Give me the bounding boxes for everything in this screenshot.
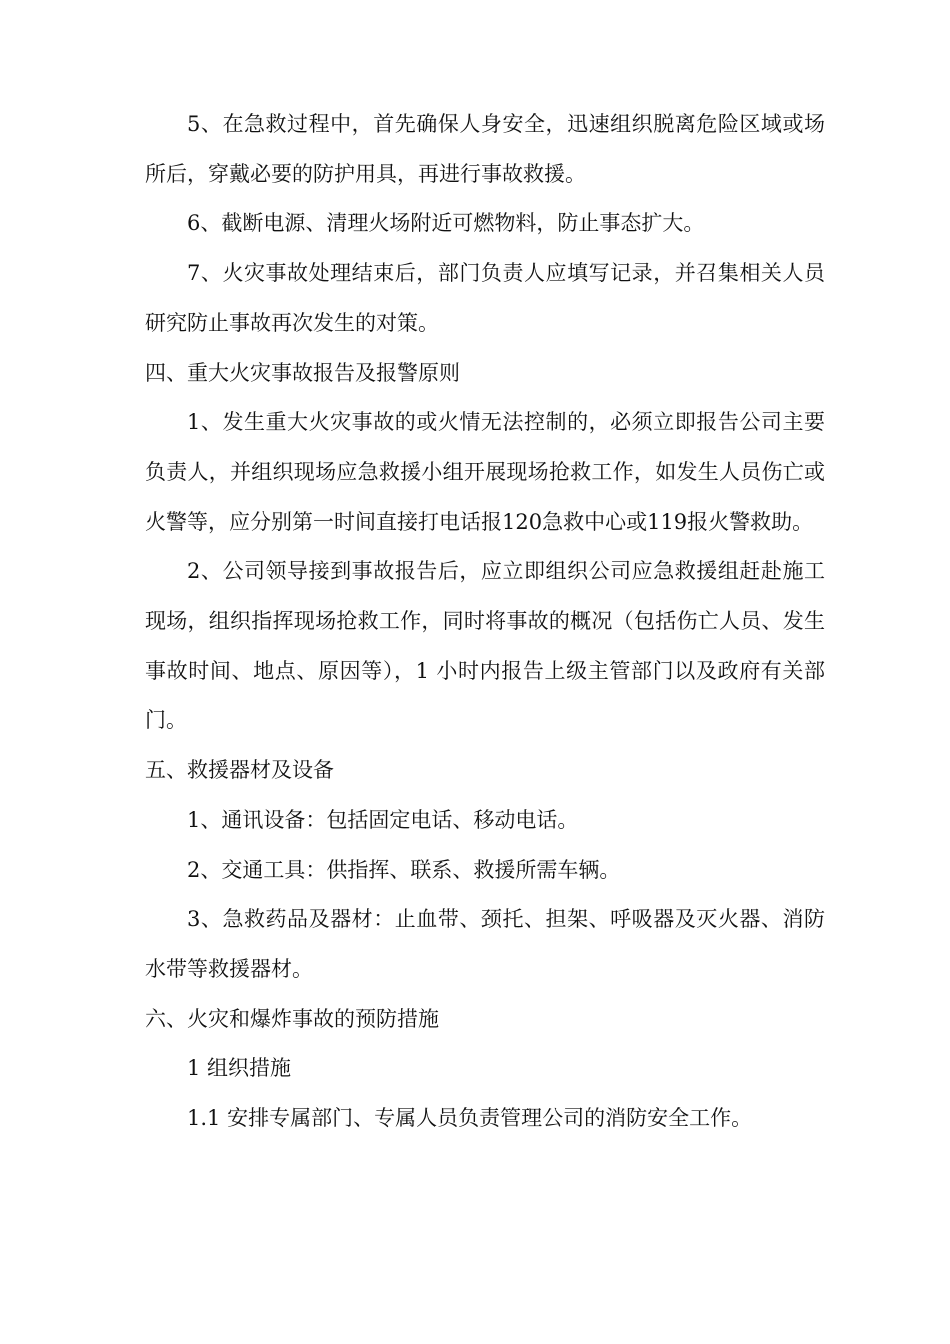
paragraph-dedicated-staff: 1.1 安排专属部门、专属人员负责管理公司的消防安全工作。 bbox=[187, 1106, 753, 1131]
section-heading-prevention: 六、火灾和爆炸事故的预防措施 bbox=[145, 1006, 439, 1031]
section-heading-equipment: 五、救援器材及设备 bbox=[145, 758, 334, 783]
paragraph-rescue-safety: 5、在急救过程中，首先确保人身安全，迅速组织脱离危险区域或场所后，穿戴必要的防护用具，再进行事故救援。 bbox=[145, 112, 825, 186]
document-body bbox=[145, 100, 825, 1144]
paragraph-transport: 2、交通工具：供指挥、联系、救援所需车辆。 bbox=[187, 857, 621, 882]
paragraph-leader-response: 2、公司领导接到事故报告后，应立即组织公司应急救援组赶赴施工现场，组织指挥现场抢救工作，同时将事故的概况（包括伤亡人员、发生事故时间、地点、原因等），1 小时内报告上级主管部门以及政府有关部门。 bbox=[145, 559, 825, 733]
paragraph-after-fire: 7、火灾事故处理结束后，部门负责人应填写记录，并召集相关人员研究防止事故再次发生的对策。 bbox=[145, 261, 825, 335]
paragraph-communication: 1、通讯设备：包括固定电话、移动电话。 bbox=[187, 807, 579, 832]
section-heading-report: 四、重大火灾事故报告及报警原则 bbox=[145, 360, 460, 385]
paragraph-first-aid: 3、急救药品及器材：止血带、颈托、担架、呼吸器及灭火器、消防水带等救援器材。 bbox=[145, 907, 825, 981]
paragraph-cut-power: 6、截断电源、清理火场附近可燃物料，防止事态扩大。 bbox=[187, 211, 705, 236]
paragraph-major-fire-report: 1、发生重大火灾事故的或火情无法控制的，必须立即报告公司主要负责人，并组织现场应急救援小组开展现场抢救工作，如发生人员伤亡或火警等，应分别第一时间直接打电话报120急救中心或119报火警救助。 bbox=[145, 410, 825, 534]
paragraph-organization: 1 组织措施 bbox=[187, 1056, 292, 1081]
